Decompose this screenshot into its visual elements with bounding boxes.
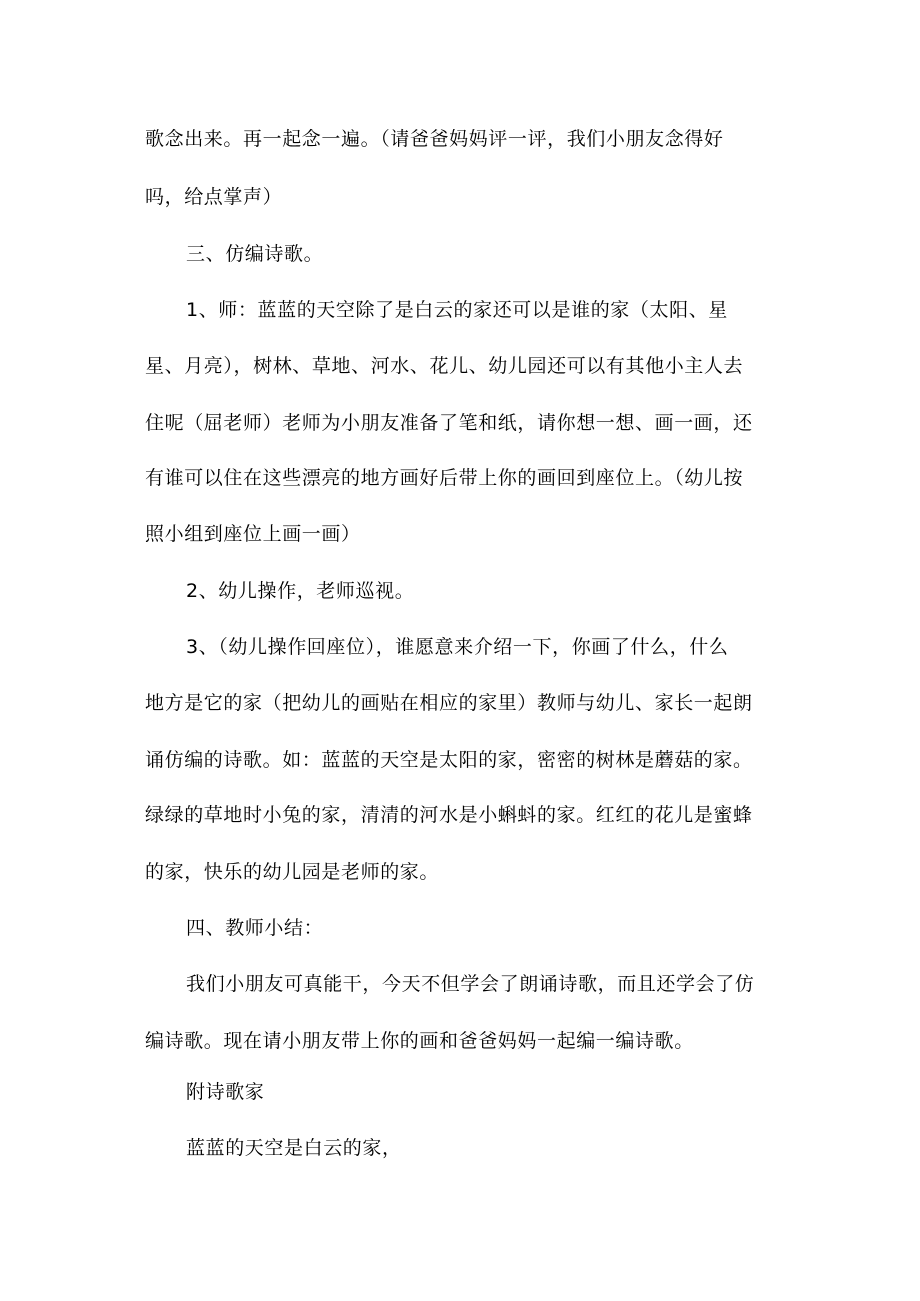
section-heading: 附诗歌家 [186,1081,265,1103]
text-line: 我们小朋友可真能干，今天不但学会了朗诵诗歌，而且还学会了仿 [186,973,755,995]
text-line: 有谁可以住在这些漂亮的地方画好后带上你的画回到座位上。（幼儿按 [145,467,744,489]
text-line: 歌念出来。再一起念一遍。（请爸爸妈妈评一评，我们小朋友念得好 [145,128,724,150]
text-line: 星、月亮），树林、草地、河水、花儿、幼儿园还可以有其他小主人去 [145,355,744,377]
text-line: 2、幼儿操作，老师巡视。 [186,580,415,602]
text-line: 1、师：蓝蓝的天空除了是白云的家还可以是谁的家（太阳、星 [186,299,728,321]
text-line: 的家，快乐的幼儿园是老师的家。 [145,861,440,883]
text-line: 3、（幼儿操作回座位），谁愿意来介绍一下，你画了什么，什么 [186,636,729,658]
section-heading: 三、仿编诗歌。 [186,243,324,265]
poem-line: 蓝蓝的天空是白云的家， [186,1137,402,1159]
text-line: 住呢（屈老师）老师为小朋友准备了笔和纸，请你想一想、画一画，还 [145,412,753,434]
text-line: 编诗歌。现在请小朋友带上你的画和爸爸妈妈一起编一编诗歌。 [145,1030,694,1052]
text-line: 诵仿编的诗歌。如：蓝蓝的天空是太阳的家，密密的树林是蘑菇的家。 [145,749,753,771]
text-line: 地方是它的家（把幼儿的画贴在相应的家里）教师与幼儿、家长一起朗 [145,692,753,714]
text-line: 吗，给点掌声） [145,186,283,208]
text-line: 照小组到座位上画一画） [145,523,361,545]
section-heading: 四、教师小结： [186,917,324,939]
text-line: 绿绿的草地时小兔的家，清清的河水是小蝌蚪的家。红红的花儿是蜜蜂 [145,804,753,826]
